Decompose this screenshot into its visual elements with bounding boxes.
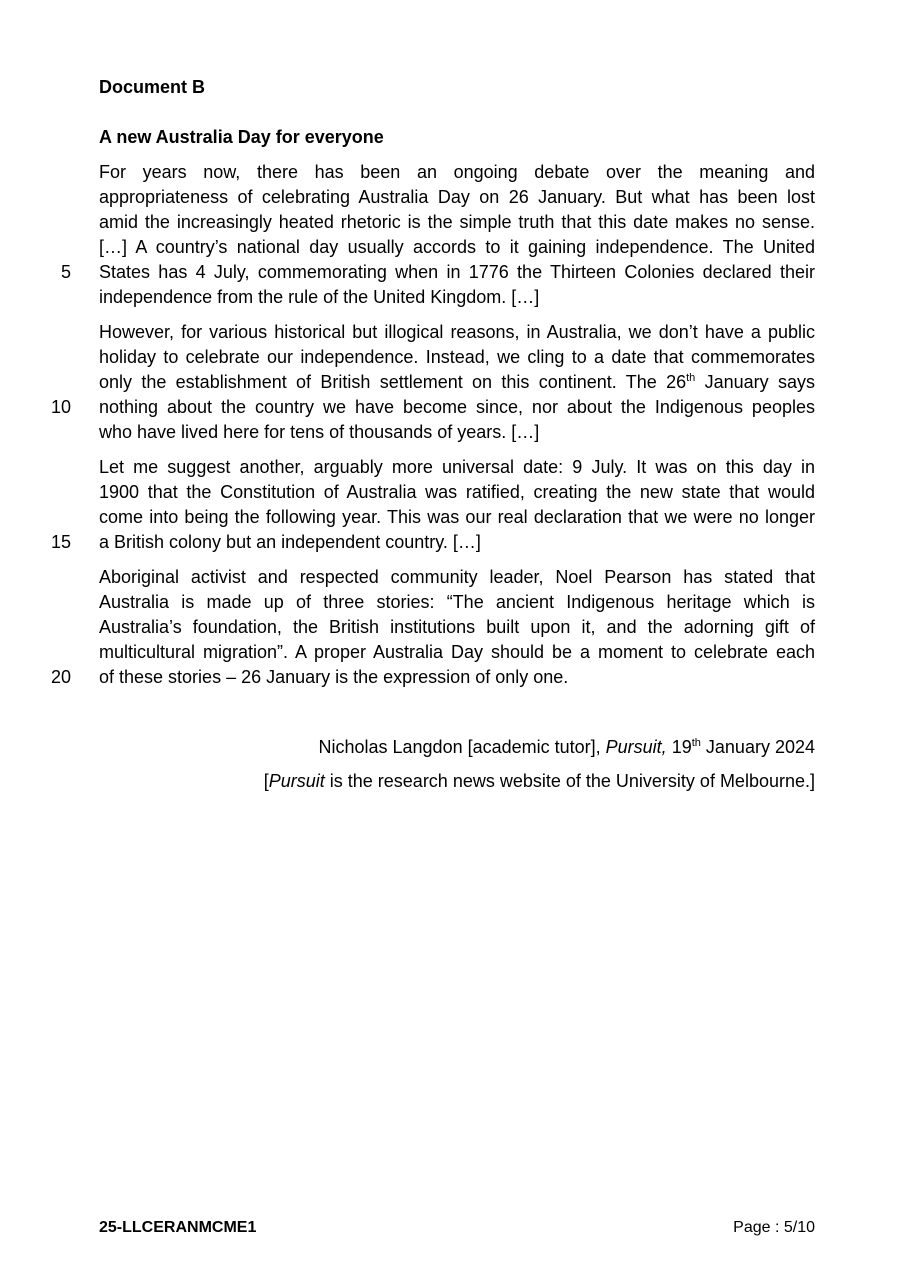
paragraph-4 bbox=[99, 565, 815, 690]
text-line: […] A country’s national day usually accords to it gaining independence. The United bbox=[99, 237, 815, 257]
text-line: States has 4 July, commemorating when in 1776 the Thirteen Colonies declared their bbox=[99, 262, 815, 282]
text-line-with-superscript bbox=[99, 370, 815, 395]
source-note bbox=[264, 769, 815, 794]
article-attribution bbox=[318, 735, 815, 760]
text-line: holiday to celebrate our independence. Instead, we cling to a date that commemorates bbox=[99, 347, 815, 367]
page-number: Page : 5/10 bbox=[733, 1219, 815, 1236]
text-line: For years now, there has been an ongoing debate over the meaning and bbox=[99, 162, 815, 182]
superscript: th bbox=[686, 372, 696, 384]
text-fragment: January says bbox=[695, 372, 815, 392]
text-line: appropriateness of celebrating Australia Day on 26 January. But what has been lost bbox=[99, 187, 815, 207]
exam-code: 25-LLCERANMCME1 bbox=[99, 1219, 257, 1236]
author: Nicholas Langdon [academic tutor], bbox=[318, 737, 606, 757]
document-label: Document B bbox=[99, 77, 206, 97]
line-number: 10 bbox=[50, 397, 71, 417]
line-number: 15 bbox=[50, 532, 71, 552]
text-line: multicultural migration”. A proper Australia Day should be a moment to celebrate each bbox=[99, 642, 815, 662]
text-line: of these stories – 26 January is the expression of only one. bbox=[99, 667, 569, 687]
text-line: 1900 that the Constitution of Australia was ratified, creating the new state that would bbox=[99, 482, 815, 502]
text-line: Australia’s foundation, the British institutions built upon it, and the adorning gift of bbox=[99, 617, 815, 637]
article-title: A new Australia Day for everyone bbox=[99, 127, 384, 147]
text-line: nothing about the country we have become since, nor about the Indigenous peoples bbox=[99, 397, 815, 417]
date-superscript: th bbox=[691, 737, 701, 749]
date-day: 19 bbox=[666, 737, 692, 757]
text-line: come into being the following year. This was our real declaration that we were no longer bbox=[99, 507, 815, 527]
text-line: who have lived here for tens of thousands of years. […] bbox=[99, 422, 540, 442]
text-line: Let me suggest another, arguably more universal date: 9 July. It was on this day in bbox=[99, 457, 815, 477]
text-line: a British colony but an independent country. […] bbox=[99, 532, 481, 552]
source-description: is the research news website of the University of Melbourne.] bbox=[324, 771, 815, 791]
line-number: 20 bbox=[50, 667, 71, 687]
text-line: independence from the rule of the United Kingdom. […] bbox=[99, 287, 540, 307]
bracket-open: [ bbox=[263, 771, 269, 791]
text-fragment: only the establishment of British settlement on this continent. The 26 bbox=[99, 372, 687, 392]
publication-name: Pursuit bbox=[268, 771, 325, 791]
paragraph-3 bbox=[99, 455, 815, 555]
paragraph-2 bbox=[99, 320, 815, 445]
text-line: However, for various historical but illogical reasons, in Australia, we don’t have a public bbox=[99, 322, 815, 342]
paragraph-1 bbox=[99, 160, 815, 310]
date-rest: January 2024 bbox=[700, 737, 815, 757]
text-line: Australia is made up of three stories: “The ancient Indigenous heritage which is bbox=[99, 592, 815, 612]
line-number: 5 bbox=[60, 262, 71, 282]
text-line: Aboriginal activist and respected community leader, Noel Pearson has stated that bbox=[99, 567, 815, 587]
text-line: amid the increasingly heated rhetoric is the simple truth that this date makes no sense. bbox=[99, 212, 815, 232]
publication-name: Pursuit, bbox=[605, 737, 667, 757]
